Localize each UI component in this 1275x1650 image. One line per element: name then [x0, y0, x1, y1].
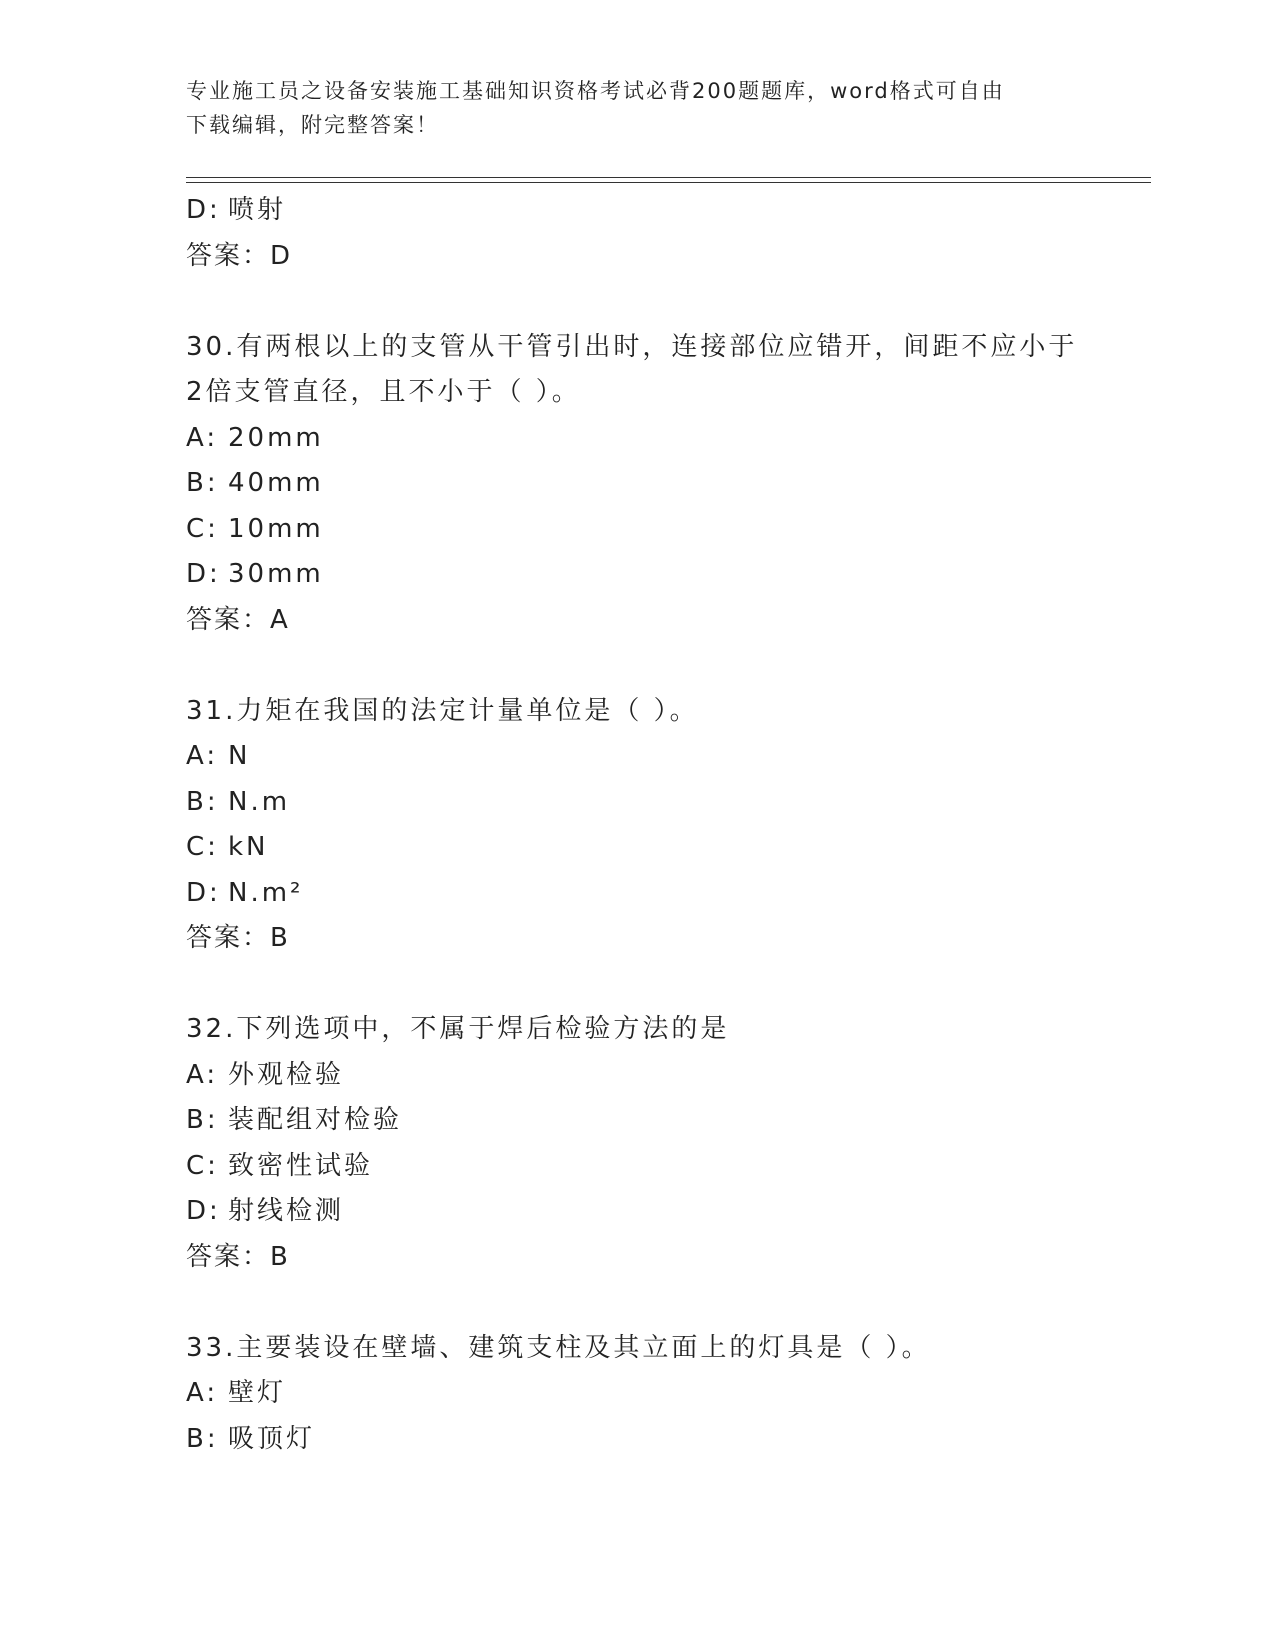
question-32-option-a: [186, 1053, 1136, 1099]
question-31-option-a: [186, 734, 1136, 780]
option-letter: B:: [186, 1105, 219, 1135]
header-line-1: 专业施工员之设备安装施工基础知识资格考试必背200题题库，word格式可自由: [186, 79, 1005, 103]
question-32-option-b: [186, 1098, 1136, 1144]
question-33-option-a: [186, 1371, 1136, 1417]
question-30-option-a: [186, 416, 1136, 462]
question-32-option-d: [186, 1189, 1136, 1235]
question-32-stem-line-1: 32.下列选项中，不属于焊后检验方法的是: [186, 1014, 730, 1044]
option-letter: A:: [186, 1059, 219, 1090]
option-text: kN: [228, 832, 269, 862]
option-text: 40mm: [228, 468, 324, 498]
option-letter: D:: [186, 877, 221, 908]
spacer: [186, 962, 1136, 1008]
question-30-stem-line-1: 30.有两根以上的支管从干管引出时，连接部位应错开，间距不应小于: [186, 331, 1078, 362]
question-32-option-c: [186, 1144, 1136, 1190]
question-31-option-d: [186, 871, 1136, 917]
question-30-stem-line-2: 2倍支管直径，且不小于（ ）。: [186, 377, 581, 407]
option-text: 致密性试验: [228, 1150, 374, 1181]
option-text: 10mm: [228, 513, 324, 544]
option-text: N.m²: [228, 877, 304, 908]
question-33-option-b: [186, 1417, 1136, 1463]
page-header: [186, 74, 1086, 142]
option-text: 外观检验: [228, 1059, 345, 1090]
option-text: 装配组对检验: [228, 1105, 403, 1135]
spacer: [186, 1280, 1136, 1326]
question-30-option-c: [186, 507, 1136, 553]
option-text: 射线检测: [228, 1196, 345, 1226]
option-text: 喷射: [228, 195, 287, 225]
spacer: [186, 279, 1136, 325]
option-text: N: [228, 741, 251, 771]
option-letter: C:: [186, 1150, 219, 1181]
option-text: 30mm: [228, 559, 324, 589]
option-letter: A:: [186, 1378, 219, 1408]
option-letter: C:: [186, 832, 219, 862]
option-letter: A:: [186, 741, 219, 771]
question-30-answer: 答案：A: [186, 604, 290, 635]
question-32-answer: 答案：B: [186, 1241, 290, 1272]
question-list: [186, 188, 1136, 1462]
question-30-option-d: [186, 552, 1136, 598]
option-d: [186, 188, 1136, 234]
option-letter: D:: [186, 195, 221, 225]
answer-line: 答案：D: [186, 240, 293, 271]
header-line-2: 下载编辑，附完整答案！: [186, 113, 439, 137]
option-letter: A:: [186, 422, 219, 453]
option-letter: D:: [186, 559, 221, 589]
option-letter: C:: [186, 513, 219, 544]
question-30-option-b: [186, 461, 1136, 507]
option-text: 壁灯: [228, 1378, 287, 1408]
question-31-option-c: [186, 825, 1136, 871]
option-text: 20mm: [228, 422, 324, 453]
spacer: [186, 643, 1136, 689]
option-text: 吸顶灯: [228, 1423, 316, 1454]
option-text: N.m: [228, 786, 291, 817]
question-31-stem-line-1: 31.力矩在我国的法定计量单位是（ ）。: [186, 695, 699, 726]
option-letter: B:: [186, 1423, 219, 1454]
question-31-option-b: [186, 780, 1136, 826]
option-letter: D:: [186, 1196, 221, 1226]
question-33-stem-line-1: 33.主要装设在壁墙、建筑支柱及其立面上的灯具是（ ）。: [186, 1332, 931, 1363]
header-rule-bottom: [186, 182, 1151, 183]
option-letter: B:: [186, 786, 219, 817]
question-31-answer: 答案：B: [186, 923, 290, 953]
header-rule-top: [186, 177, 1151, 178]
option-letter: B:: [186, 468, 219, 498]
